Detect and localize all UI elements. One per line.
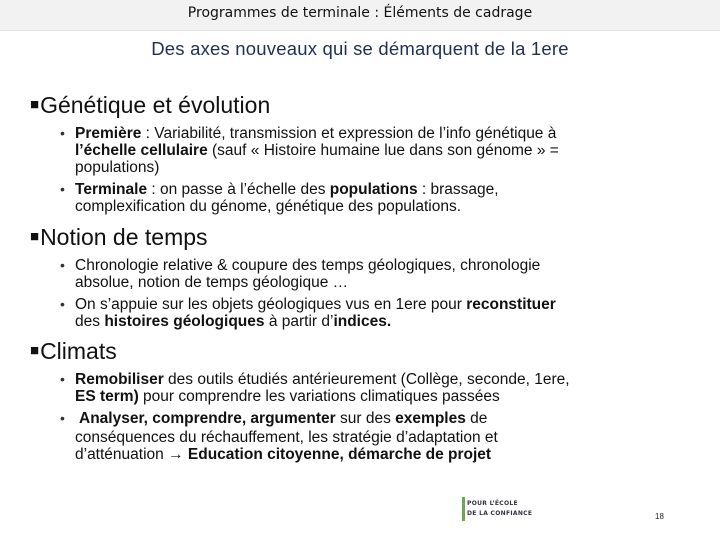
- section-genetique: [30, 92, 270, 119]
- bold-text: Première: [75, 125, 142, 142]
- bold-text: Remobiliser: [75, 371, 164, 388]
- section-title: Notion de temps: [40, 224, 208, 250]
- logo-line-1: POUR L’ÉCOLE: [467, 500, 518, 507]
- bold-text: reconstituer: [466, 296, 556, 313]
- text: : Variabilité, transmission et expression de l’info génétique à: [141, 125, 557, 142]
- bold-text: Education citoyenne, démarche de projet: [183, 446, 492, 463]
- bullet-dot-icon: •: [60, 410, 65, 426]
- text: d’atténuation: [75, 446, 169, 463]
- text: sur des: [335, 410, 396, 427]
- bullet-dot-icon: •: [60, 296, 65, 312]
- square-bullet-icon: ■: [30, 342, 40, 359]
- bold-text: indices.: [333, 313, 392, 330]
- text: On s’appuie sur les objets géologiques vus en 1ere pour: [75, 296, 467, 313]
- logo-line-2: DE LA CONFIANCE: [467, 510, 533, 517]
- bullet-dot-icon: •: [60, 371, 65, 387]
- section-title: Climats: [40, 338, 117, 364]
- text: de: [465, 410, 488, 427]
- bullet-line: [75, 410, 695, 427]
- bold-text: histoires géologiques: [104, 313, 265, 330]
- page-number: 18: [655, 512, 664, 521]
- bullet-line: [75, 125, 695, 142]
- bullet-dot-icon: •: [60, 181, 65, 197]
- square-bullet-icon: ■: [30, 96, 40, 113]
- section-climats: [30, 338, 117, 365]
- bold-text: Terminale: [75, 181, 148, 198]
- bold-text: populations: [329, 181, 418, 198]
- text: à partir d’: [264, 313, 334, 330]
- bullet-line: [75, 313, 695, 330]
- header-title: Programmes de terminale : Éléments de cadrage: [187, 5, 533, 21]
- ecole-confiance-logo: [462, 497, 562, 521]
- section-temps: [30, 224, 208, 251]
- slide-subtitle: Des axes nouveaux qui se démarquent de la 1ere: [151, 38, 569, 59]
- bullet-line: [75, 142, 695, 159]
- arrow-right-icon: →: [168, 446, 184, 463]
- text: des: [75, 313, 105, 330]
- bullet-line: complexification du génome, génétique des populations.: [75, 198, 462, 215]
- text: (sauf « Histoire humaine lue dans son génome » =: [207, 142, 559, 159]
- text: pour comprendre les variations climatiques passées: [138, 388, 500, 405]
- bold-text: Analyser, comprendre, argumenter: [79, 410, 336, 427]
- bullet-line: [75, 181, 695, 198]
- bullet-line: [75, 388, 695, 405]
- bullet-line: Chronologie relative & coupure des temps géologiques, chronologie: [75, 257, 541, 274]
- text: des outils étudiés antérieurement (Collège, seconde, 1ere,: [163, 371, 570, 388]
- bullet-line: [75, 296, 695, 313]
- bullet-dot-icon: •: [60, 257, 65, 273]
- bold-text: exemples: [395, 410, 466, 427]
- square-bullet-icon: ■: [30, 228, 40, 245]
- bullet-line: populations): [75, 159, 160, 176]
- text: : on passe à l’échelle des: [147, 181, 330, 198]
- text: : brassage,: [417, 181, 499, 198]
- bullet-line: conséquences du réchauffement, les stratégie d’adaptation et: [75, 429, 498, 446]
- bullet-line: absolue, notion de temps géologique …: [75, 274, 349, 291]
- section-title: Génétique et évolution: [40, 92, 271, 118]
- bold-text: l’échelle cellulaire: [75, 142, 208, 159]
- bullet-line: [75, 371, 695, 388]
- bullet-dot-icon: •: [60, 125, 65, 141]
- bold-text: ES term): [75, 388, 139, 405]
- logo-accent-bar: [462, 497, 465, 521]
- bullet-line: [75, 446, 695, 463]
